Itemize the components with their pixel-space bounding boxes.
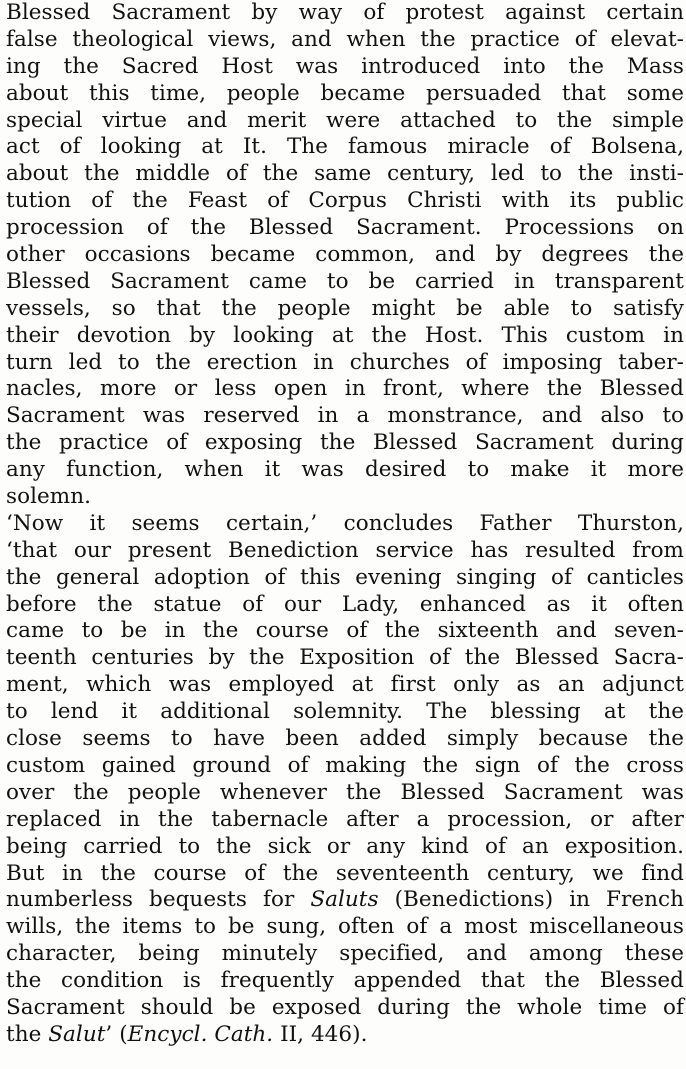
text-line [6, 672, 684, 699]
text-line [6, 242, 684, 269]
text-line [6, 699, 684, 726]
text-line [6, 376, 684, 403]
italic-text: Encycl. Cath. [127, 1021, 274, 1047]
italic-text: Salut [48, 1021, 106, 1047]
text-line [6, 834, 684, 861]
text-run: the [6, 1021, 49, 1047]
text-line [6, 968, 684, 995]
text-run: Blessed Sacrament came to be carried in transparent [6, 268, 684, 294]
text-run: false theological views, and when the practice of elevat- [6, 26, 684, 52]
text-run: wills, the items to be sung, often of a most miscellaneous [6, 914, 684, 940]
body-text [6, 0, 684, 1049]
text-run: character, being minutely specified, and among these [6, 941, 684, 967]
text-run: ing the Sacred Host was introduced into the Mass [6, 53, 684, 79]
text-run: over the people whenever the Blessed Sacrament was [6, 779, 684, 805]
text-line [6, 511, 684, 538]
text-run: replaced in the tabernacle after a procession, or after [6, 806, 684, 832]
text-line [6, 753, 684, 780]
text-line [6, 645, 684, 672]
text-line [6, 565, 684, 592]
text-run: any function, when it was desired to make it more [6, 457, 684, 483]
text-run: close seems to have been added simply because the [6, 726, 684, 752]
paragraph [6, 0, 684, 511]
text-run: to lend it additional solemnity. The blessing at the [6, 699, 684, 725]
text-run: procession of the Blessed Sacrament. Processions on [6, 215, 684, 241]
text-line [6, 296, 684, 323]
text-run: numberless bequests for [6, 887, 311, 913]
text-line [6, 941, 684, 968]
text-line [6, 215, 684, 242]
text-run: ment, which was employed at first only as an adjunct [6, 672, 684, 698]
text-line [6, 161, 684, 188]
text-run: their devotion by looking at the Host. This custom in [6, 322, 684, 348]
text-run: But in the course of the seventeenth century, we find [6, 860, 684, 886]
text-run: solemn. [6, 484, 91, 510]
text-run: before the statue of our Lady, enhanced as it often [6, 591, 684, 617]
text-run: special virtue and merit were attached to the simple [6, 107, 684, 133]
text-run: Blessed Sacrament by way of protest against certain [6, 0, 684, 25]
paragraph [6, 511, 684, 1049]
text-run: other occasions became common, and by degrees the [6, 242, 684, 268]
text-run: ’ ( [105, 1021, 128, 1047]
text-line [6, 914, 684, 941]
text-line [6, 861, 684, 888]
text-run: ‘Now it seems certain,’ concludes Father Thurston, [6, 510, 684, 536]
text-line [6, 0, 684, 27]
text-run: vessels, so that the people might be able to satisfy [6, 295, 684, 321]
text-line [6, 403, 684, 430]
text-run: the practice of exposing the Blessed Sacrament during [6, 430, 684, 456]
text-run: custom gained ground of making the sign of the cross [6, 752, 684, 778]
text-line [6, 54, 684, 81]
text-line [6, 1022, 684, 1049]
text-line [6, 81, 684, 108]
text-line [6, 457, 684, 484]
text-run: turn led to the erection in churches of imposing taber- [6, 349, 684, 375]
text-line [6, 134, 684, 161]
text-run: tution of the Feast of Corpus Christi with its public [6, 188, 684, 214]
text-line [6, 350, 684, 377]
text-line [6, 780, 684, 807]
text-run: nacles, more or less open in front, where the Blessed [6, 376, 684, 402]
text-line [6, 807, 684, 834]
text-line [6, 108, 684, 135]
text-run: about the middle of the same century, led to the insti- [6, 161, 684, 187]
italic-text: Saluts [310, 887, 379, 913]
text-line [6, 484, 684, 511]
text-run: being carried to the sick or any kind of an exposition. [6, 833, 684, 859]
text-line [6, 323, 684, 350]
text-line [6, 726, 684, 753]
text-line [6, 430, 684, 457]
text-run: act of looking at It. The famous miracle of Bolsena, [6, 134, 684, 160]
text-run: II, 446). [273, 1021, 368, 1047]
text-line [6, 887, 684, 914]
text-run: Sacrament should be exposed during the whole time of [6, 994, 684, 1020]
text-line [6, 188, 684, 215]
text-line [6, 538, 684, 565]
text-line [6, 592, 684, 619]
text-run: (Benedictions) in French [378, 887, 684, 913]
text-run: came to be in the course of the sixteenth and seven- [6, 618, 684, 644]
text-run: the general adoption of this evening singing of canticles [6, 564, 684, 590]
text-line [6, 995, 684, 1022]
text-run: Sacrament was reserved in a monstrance, and also to [6, 403, 684, 429]
text-run: the condition is frequently appended that the Blessed [6, 968, 684, 994]
text-run: about this time, people became persuaded that some [6, 80, 684, 106]
text-line [6, 618, 684, 645]
text-run: teenth centuries by the Exposition of the Blessed Sacra- [6, 645, 684, 671]
text-line [6, 27, 684, 54]
text-line [6, 269, 684, 296]
text-run: ‘that our present Benediction service has resulted from [6, 537, 684, 563]
